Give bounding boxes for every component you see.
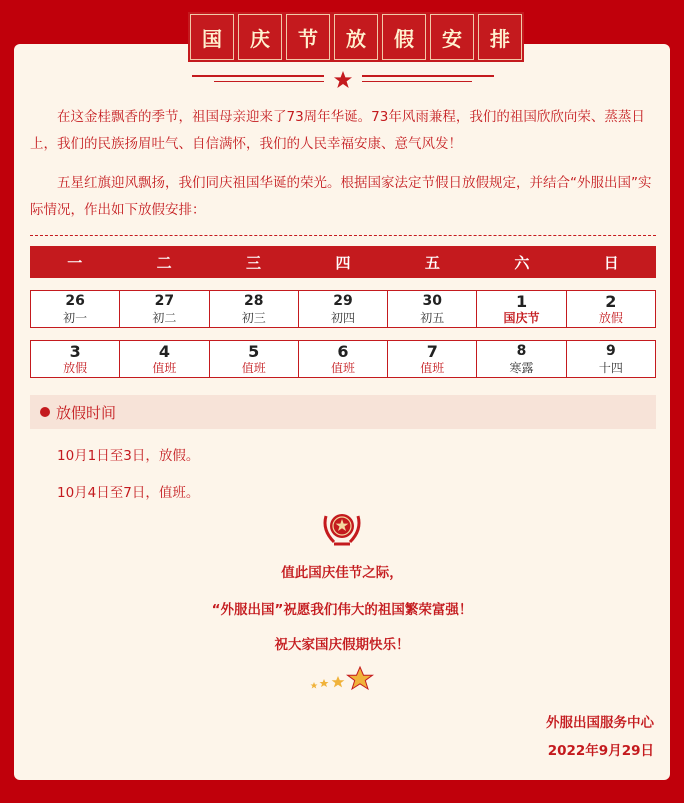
day-note: 放假 [63,360,88,375]
calendar-day [31,341,120,377]
weekday-label: 二 [156,253,172,272]
day-note: 国庆节 [503,310,540,325]
calendar-day [120,291,209,327]
calendar-day [567,291,655,327]
calendar-day [388,291,477,327]
title-char: 排 [478,14,522,60]
calendar-day [567,341,655,377]
intro-paragraph-2: 五星红旗迎风飘扬，我们同庆祖国华诞的荣光。根据国家法定节假日放假规定，并结合“外服出国”实际情况，作出如下放假安排： [30,175,652,218]
weekday-label: 一 [67,253,83,272]
star-icon [333,70,353,90]
day-number: 7 [426,341,438,361]
weekday-label: 日 [603,253,619,272]
title-divider-left-thin [214,81,324,82]
day-number: 28 [243,292,264,309]
day-note: 初四 [330,310,355,325]
bullet-dot-icon [40,407,50,417]
weekday-label: 六 [514,253,530,272]
weekday-label: 四 [335,253,351,272]
calendar-week-2 [30,340,656,378]
weekday-label: 三 [246,253,262,272]
schedule-item: 10月4日至7日，值班。 [57,485,200,501]
title-char: 放 [334,14,378,60]
calendar-day [31,291,120,327]
day-note: 值班 [420,360,445,375]
day-number: 5 [248,341,260,361]
title-char: 节 [286,14,330,60]
day-note: 初五 [420,310,445,325]
stars-decoration-icon [310,664,380,694]
section-title: 放假时间 [56,403,117,422]
calendar-day [210,291,299,327]
calendar-day [299,291,388,327]
calendar-week-1 [30,290,656,328]
title-char: 国 [190,14,234,60]
title-divider-right [362,75,494,77]
greeting-line-1: 值此国庆佳节之际， [281,565,403,581]
page-title [190,14,522,60]
day-number: 8 [516,342,527,359]
weekday-label: 五 [424,253,440,272]
title-divider-left [192,75,324,77]
day-number: 30 [422,292,442,309]
schedule-item: 10月1日至3日，放假。 [57,448,200,464]
day-note: 放假 [598,310,623,325]
day-number: 27 [154,292,175,309]
intro-paragraph-1: 在这金桂飘香的季节，祖国母亲迎来了73周年华诞。73年风雨兼程，我们的祖国欣欣向荣、蒸蒸日上，我们的民族扬眉吐气、自信满怀，我们的人民幸福安康、意气风发！ [30,109,645,152]
day-number: 1 [515,291,528,311]
day-note: 初二 [152,310,177,325]
section-header [30,395,656,429]
emblem-icon [318,508,366,548]
title-char: 假 [382,14,426,60]
day-number: 26 [65,292,85,309]
calendar-day [477,341,566,377]
title-char: 庆 [238,14,282,60]
day-note: 十四 [598,360,623,375]
day-number: 2 [605,291,617,311]
title-divider-right-thin [362,81,472,82]
day-number: 29 [333,292,353,309]
dashed-divider [30,235,656,236]
day-number: 6 [337,341,349,361]
calendar-day [120,341,209,377]
calendar-day [210,341,299,377]
day-note: 初三 [241,310,266,325]
calendar-weekday-header [30,246,656,278]
day-note: 初一 [63,310,88,325]
day-number: 4 [158,341,170,361]
day-note: 值班 [241,360,266,375]
calendar-day [299,341,388,377]
day-note: 寒露 [509,360,534,375]
greeting-line-2: “外服出国”祝愿我们伟大的祖国繁荣富强！ [211,602,473,618]
day-note: 值班 [152,360,177,375]
signature-date: 2022年9月29日 [547,743,654,759]
calendar-day [388,341,477,377]
greeting-line-3: 祝大家国庆假期快乐！ [274,637,410,653]
day-note: 值班 [330,360,355,375]
day-number: 3 [69,341,81,361]
title-char: 安 [430,14,474,60]
day-number: 9 [605,342,616,359]
signature-org: 外服出国服务中心 [546,715,654,731]
calendar-day [477,291,566,327]
